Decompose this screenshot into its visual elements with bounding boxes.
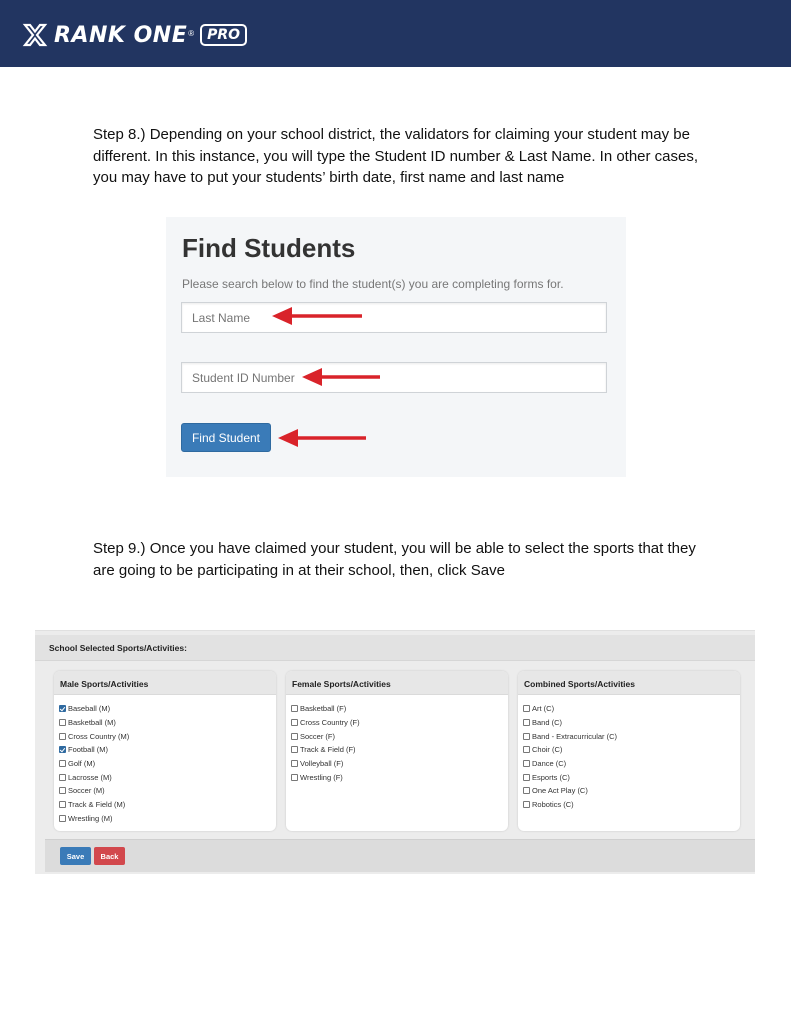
checkbox-unchecked[interactable] [59, 719, 66, 726]
checkbox-unchecked[interactable] [291, 746, 298, 753]
column-title: Female Sports/Activities [286, 671, 508, 695]
checkbox-unchecked[interactable] [59, 787, 66, 794]
sport-option[interactable] [59, 770, 276, 784]
sport-option-label: Lacrosse (M) [68, 772, 112, 782]
last-name-input[interactable] [181, 302, 607, 333]
step-8-instructions: Step 8.) Depending on your school district, the validators for claiming your student may be different. In this instance, you will type the Student ID number & Last Name. In other cases, you may have to put your students’ birth date, first name and last name [93, 126, 699, 186]
checkbox-unchecked[interactable] [291, 719, 298, 726]
sport-option-label: Soccer (F) [300, 731, 336, 741]
sport-option-label: Basketball (F) [300, 704, 347, 714]
checkbox-checked[interactable] [59, 746, 66, 753]
sport-option-label: Baseball (M) [68, 704, 111, 714]
arrow-left-icon [272, 306, 364, 326]
sport-option-label: Volleyball (F) [300, 759, 344, 769]
sport-option-label: One Act Play (C) [532, 786, 588, 796]
registered-mark: ® [188, 28, 195, 38]
sport-option-label: Soccer (M) [68, 786, 105, 796]
sports-panel-footer [45, 839, 755, 872]
sport-option-label: Art (C) [532, 704, 555, 714]
step-9-instructions: Step 9.) Once you have claimed your student, you will be able to select the sports that they are going to be participating in at their school, then, click Save [93, 540, 696, 579]
sport-option[interactable] [59, 812, 276, 826]
sport-option[interactable] [523, 757, 740, 771]
sport-option-label: Robotics (C) [532, 800, 574, 810]
column-title: Combined Sports/Activities [518, 671, 740, 695]
sport-option[interactable] [291, 729, 508, 743]
checkbox-unchecked[interactable] [523, 719, 530, 726]
checkbox-unchecked[interactable] [523, 787, 530, 794]
rank-one-pro-logo [22, 21, 247, 49]
sport-option[interactable] [523, 729, 740, 743]
male-sports-column [54, 671, 276, 831]
sport-option-label: Band (C) [532, 718, 563, 728]
checkbox-checked[interactable] [59, 705, 66, 712]
sport-option[interactable] [59, 784, 276, 798]
checkbox-unchecked[interactable] [523, 801, 530, 808]
find-students-subtitle: Please search below to find the student(s) you are completing forms for. [182, 277, 564, 291]
sport-option[interactable] [291, 716, 508, 730]
sports-panel-title: School Selected Sports/Activities: [49, 643, 187, 653]
pro-badge: PRO [200, 24, 247, 46]
sport-option[interactable] [523, 770, 740, 784]
sport-option[interactable] [59, 798, 276, 812]
find-students-title: Find Students [182, 233, 356, 263]
sport-option[interactable] [59, 757, 276, 771]
student-id-input[interactable] [181, 362, 607, 393]
sport-option[interactable] [59, 702, 276, 716]
sport-option-label: Track & Field (F) [300, 745, 356, 755]
combined-sports-column [518, 671, 740, 831]
sports-panel-header [35, 635, 755, 661]
sports-list [518, 695, 740, 812]
checkbox-unchecked[interactable] [291, 705, 298, 712]
sport-option[interactable] [59, 716, 276, 730]
sport-option[interactable] [291, 770, 508, 784]
sport-option[interactable] [291, 757, 508, 771]
sport-option-label: Choir (C) [532, 745, 563, 755]
save-button[interactable]: Save [60, 847, 91, 865]
sport-option[interactable] [523, 743, 740, 757]
sport-option-label: Golf (M) [68, 759, 96, 769]
sports-selection-panel [35, 630, 755, 874]
sport-option-label: Esports (C) [532, 772, 570, 782]
checkbox-unchecked[interactable] [291, 774, 298, 781]
checkbox-unchecked[interactable] [59, 774, 66, 781]
brand-header [0, 0, 791, 67]
sport-option[interactable] [291, 702, 508, 716]
sport-option-label: Football (M) [68, 745, 109, 755]
checkbox-unchecked[interactable] [59, 733, 66, 740]
checkbox-unchecked[interactable] [523, 746, 530, 753]
sport-option[interactable] [59, 729, 276, 743]
brand-name: RANK ONE [54, 22, 188, 48]
sport-option-label: Basketball (M) [68, 718, 116, 728]
checkbox-unchecked[interactable] [523, 760, 530, 767]
sport-option-label: Wrestling (M) [68, 813, 113, 823]
checkbox-unchecked[interactable] [523, 705, 530, 712]
checkbox-unchecked[interactable] [291, 733, 298, 740]
sport-option[interactable] [523, 702, 740, 716]
arrow-left-icon [278, 428, 368, 448]
find-students-panel [166, 217, 626, 477]
checkbox-unchecked[interactable] [291, 760, 298, 767]
sport-option[interactable] [523, 798, 740, 812]
checkbox-unchecked[interactable] [523, 774, 530, 781]
arrow-left-icon [302, 367, 382, 387]
sport-option-label: Dance (C) [532, 759, 567, 769]
checkbox-unchecked[interactable] [523, 733, 530, 740]
sport-option-label: Cross Country (F) [300, 718, 360, 728]
column-title: Male Sports/Activities [54, 671, 276, 695]
checkbox-unchecked[interactable] [59, 760, 66, 767]
sport-option-label: Band - Extracurricular (C) [532, 731, 618, 741]
checkbox-unchecked[interactable] [59, 801, 66, 808]
sport-option[interactable] [523, 784, 740, 798]
sport-option[interactable] [523, 716, 740, 730]
sport-option-label: Cross Country (M) [68, 731, 130, 741]
back-button[interactable]: Back [94, 847, 125, 865]
sports-list [54, 695, 276, 825]
sports-list [286, 695, 508, 784]
sport-option[interactable] [59, 743, 276, 757]
checkbox-unchecked[interactable] [59, 815, 66, 822]
sport-option[interactable] [291, 743, 508, 757]
rank-one-x-mark-icon [22, 22, 48, 48]
sport-option-label: Wrestling (F) [300, 772, 343, 782]
find-student-button[interactable]: Find Student [181, 423, 271, 452]
female-sports-column [286, 671, 508, 831]
sport-option-label: Track & Field (M) [68, 800, 126, 810]
